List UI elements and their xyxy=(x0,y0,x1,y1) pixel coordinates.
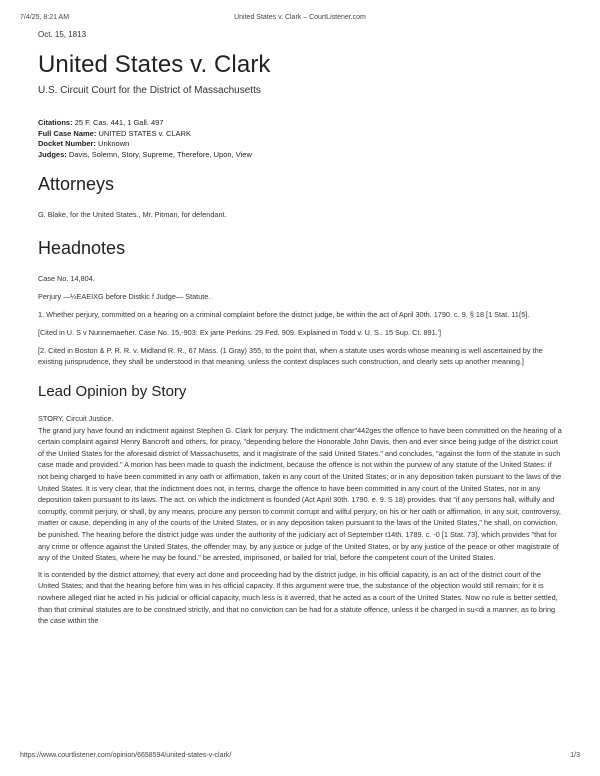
document-body xyxy=(38,30,562,627)
judges-value: Davis, Solemn, Story, Supreme, Therefore, Upon, View xyxy=(68,149,252,159)
headnote-paragraph: [Cited in U. S v Nunnemaeher. Case No. 15,-903: Ex jarte Perkins. 29 Fed. 909. Explained in Todd v. U. S.. 15 Sup. Ct. 891.'] xyxy=(38,328,442,337)
print-page-title: United States v. Clark – CourtListener.com xyxy=(234,14,366,21)
docket-row xyxy=(38,139,562,150)
page-url: https://www.courtlistener.com/opinion/6658594/united-states-v-clark/ xyxy=(20,752,232,759)
headnote-paragraph: Case No. 14,804. xyxy=(38,274,95,283)
judges-row xyxy=(38,150,562,161)
docket-value: Unknown xyxy=(98,139,130,148)
headnote-paragraph: Perjury —¼EAEIXG before Distkic f Judge— Statute. xyxy=(38,292,211,301)
opinion-paragraph: It is contended by the district attorney, that every act done and proceeding had by the district judge, in his official capacity, is an act of the district court of the United States; and that the hearing before him was in his official capacity. If this argument were true, the substance of the objection would still remain; for it is nowhere alleged rliat he acted in his judicial or official capacity, much less is it averred, that he acted as a court of the United States. Now no rule is better settled, than that criminal statutes are to be construed strictly, and that no conviction can be had for a statute offence, unless it be charged in su<di a manner, as to bring the case within the xyxy=(38,569,558,626)
print-timestamp: 7/4/25, 8:21 AM xyxy=(20,14,70,21)
court-name: U.S. Circuit Court for the District of Massachusetts xyxy=(38,85,261,96)
attorneys-heading: Attorneys xyxy=(38,174,115,194)
headnote-paragraph: 1. Whether perjury, committed on a hearing on a criminal complaint before the district judge, be within the act of April 30th. 1790. c. 9. § 18 [1 Stat. 11{5]. xyxy=(38,310,530,319)
opinion-paragraph: The grand jury have found an indictment against Stephen G. Clark for perjury. The indictment char"442ges the offence to have been committed on the hearing of a certain complaint against Henry Bancroft and others, for piracy, "depending before the Honorable John Davis, then and ever since being judge of the district court of the United States for the aforesaid district of Massachusetts, and it magistrate of the said United States." and concludes, "against the form of the statute in such case made and provided." A morion has been made to quash the indictment, because the offence is not within the purview of any statute of the United States: if not being charged to have been committed in any oath or affirmation, taken in any court of the United States; or in any deposition taken pursuant to the laws of the United States. It is very clear, that the indictment does not, in terms, charge the offence to have been committed in any court of the United States, nor in any deposition taken pursuant to its laws. The act. on which the indictment is founded (Act April 30th. 1790. e. 9. S 18) provides. that "if any persons hall, wilfully and corruptly, commit perjury, or shall, by any means, procure any person to commit corrupt and wilful perjury, on his or her oath or affirmation, in any suit, controversy, matter or cause, depending in any of the courts of the United States, or in any deposition taken pursuant to the laws of the United States," he shall, on conviction, be punished. The hearing before the district judge was under the authority of the judiciary act of September t14th. 1789. c. -0 [1 Stat. 73], which provides "that for any crime or offence against the United States, the offender may, by any justice or judge of the United States, or by any justice of the peace or other magistrate of any of the United States, where he may be found." be arrested, imprisoned, or bailed for trial, before the competent court of the United States. xyxy=(38,425,562,563)
page-number: 1/3 xyxy=(570,752,580,759)
full-case-name-value: UNITED STATES v. CLARK xyxy=(98,128,191,138)
judges-label: Judges: xyxy=(38,149,67,159)
case-title: United States v. Clark xyxy=(38,51,271,78)
citations-label: Citations: xyxy=(38,118,73,127)
citations-value: 25 F. Cas. 441, 1 Gall. 497 xyxy=(74,118,164,127)
headnotes-heading: Headnotes xyxy=(38,238,126,258)
citations-row xyxy=(38,118,562,129)
case-metadata xyxy=(38,118,562,160)
attorneys-text: G. Blake, for the United States., Mr. Pitman, for defendant. xyxy=(38,210,227,219)
case-date: Oct. 15, 1813 xyxy=(38,30,87,39)
headnote-paragraph: [2. Cited in Boston & P. R. R. v. Midland R. R., 67 Mass. (1 Gray) 355, to the point that, when a statute uses words whose meaning is well ascertained by the existing jurisprudence, they shall be understood in that meaning, unless the context displaces such construction, and clearly sets up another meaning.] xyxy=(38,346,543,366)
full-case-name-row xyxy=(38,129,562,140)
opinion-author: STORY, Circuit Justice. xyxy=(38,414,114,423)
docket-label: Docket Number: xyxy=(38,139,96,148)
full-case-name-label: Full Case Name: xyxy=(38,128,97,138)
opinion-heading: Lead Opinion by Story xyxy=(38,383,187,400)
